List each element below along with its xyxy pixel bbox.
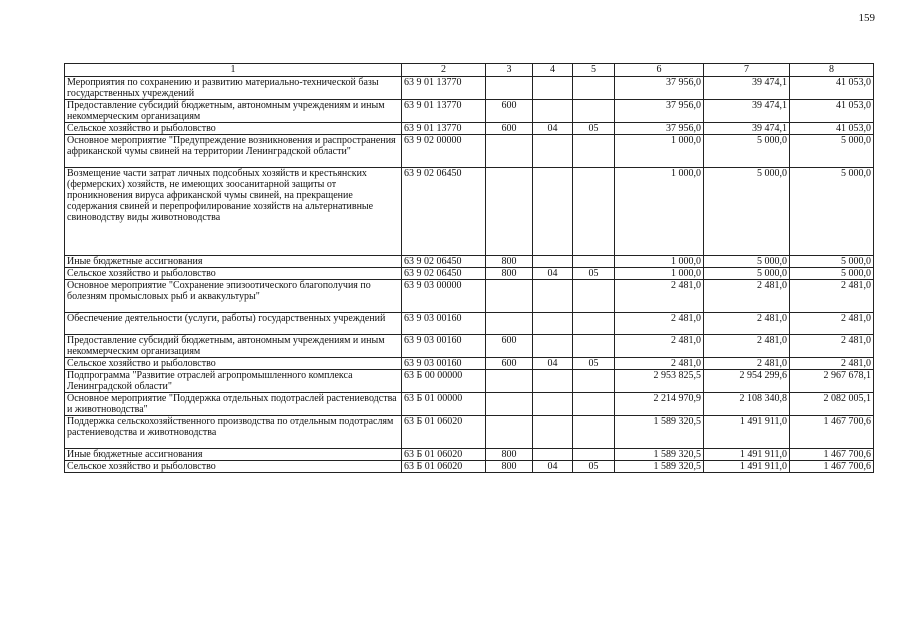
name-cell: Возмещение части затрат личных подсобных хозяйств и крестьянских (фермерских) хозяйств, не имеющих зоосанитарной защиты от проникновения вируса африканской чумы свиней, на прекращение содержания свиней и перепрофилирование хозяйств на альтернативные свиноводству виды животноводства bbox=[65, 168, 402, 256]
type-cell bbox=[486, 77, 533, 100]
subsection-cell bbox=[573, 335, 615, 358]
amount-col8-cell: 2 481,0 bbox=[790, 358, 874, 370]
amount-col6-cell: 2 481,0 bbox=[615, 335, 704, 358]
subsection-cell bbox=[573, 77, 615, 100]
amount-col6-cell: 1 000,0 bbox=[615, 268, 704, 280]
section-cell bbox=[533, 449, 573, 461]
type-cell bbox=[486, 280, 533, 313]
type-cell bbox=[486, 416, 533, 449]
table-row bbox=[65, 77, 874, 100]
type-cell: 800 bbox=[486, 256, 533, 268]
section-cell bbox=[533, 77, 573, 100]
name-cell: Предоставление субсидий бюджетным, автономным учреждениям и иным некоммерческим организациям bbox=[65, 100, 402, 123]
amount-col6-cell: 1 000,0 bbox=[615, 256, 704, 268]
name-cell: Сельское хозяйство и рыболовство bbox=[65, 123, 402, 135]
section-cell: 04 bbox=[533, 268, 573, 280]
amount-col7-cell: 1 491 911,0 bbox=[704, 449, 790, 461]
amount-col8-cell: 1 467 700,6 bbox=[790, 416, 874, 449]
amount-col6-cell: 1 000,0 bbox=[615, 135, 704, 168]
code-cell: 63 9 01 13770 bbox=[402, 123, 486, 135]
amount-col7-cell: 2 481,0 bbox=[704, 280, 790, 313]
table-row bbox=[65, 416, 874, 449]
name-cell: Иные бюджетные ассигнования bbox=[65, 256, 402, 268]
amount-col6-cell: 2 481,0 bbox=[615, 358, 704, 370]
amount-col8-cell: 41 053,0 bbox=[790, 123, 874, 135]
amount-col6-cell: 1 000,0 bbox=[615, 168, 704, 256]
type-cell: 800 bbox=[486, 449, 533, 461]
subsection-cell bbox=[573, 313, 615, 335]
subsection-cell bbox=[573, 168, 615, 256]
table-row bbox=[65, 335, 874, 358]
amount-col6-cell: 2 953 825,5 bbox=[615, 370, 704, 393]
amount-col8-cell: 2 481,0 bbox=[790, 335, 874, 358]
amount-col8-cell: 2 481,0 bbox=[790, 280, 874, 313]
section-cell: 04 bbox=[533, 461, 573, 473]
name-cell: Мероприятия по сохранению и развитию материально-технической базы государственных учреждений bbox=[65, 77, 402, 100]
code-cell: 63 9 03 00160 bbox=[402, 358, 486, 370]
subsection-cell bbox=[573, 256, 615, 268]
header-cell: 1 bbox=[65, 64, 402, 77]
table-row bbox=[65, 268, 874, 280]
amount-col6-cell: 1 589 320,5 bbox=[615, 461, 704, 473]
name-cell: Предоставление субсидий бюджетным, автономным учреждениям и иным некоммерческим организациям bbox=[65, 335, 402, 358]
name-cell: Сельское хозяйство и рыболовство bbox=[65, 268, 402, 280]
amount-col7-cell: 2 108 340,8 bbox=[704, 393, 790, 416]
amount-col8-cell: 5 000,0 bbox=[790, 168, 874, 256]
amount-col7-cell: 1 491 911,0 bbox=[704, 416, 790, 449]
amount-col8-cell: 1 467 700,6 bbox=[790, 449, 874, 461]
type-cell: 800 bbox=[486, 268, 533, 280]
subsection-cell bbox=[573, 280, 615, 313]
subsection-cell: 05 bbox=[573, 123, 615, 135]
type-cell: 600 bbox=[486, 100, 533, 123]
header-cell: 5 bbox=[573, 64, 615, 77]
code-cell: 63 9 03 00000 bbox=[402, 280, 486, 313]
amount-col6-cell: 2 214 970,9 bbox=[615, 393, 704, 416]
table-row bbox=[65, 370, 874, 393]
type-cell: 800 bbox=[486, 461, 533, 473]
type-cell bbox=[486, 135, 533, 168]
table-row bbox=[65, 313, 874, 335]
name-cell: Сельское хозяйство и рыболовство bbox=[65, 358, 402, 370]
name-cell: Основное мероприятие "Поддержка отдельных подотраслей растениеводства и животноводства" bbox=[65, 393, 402, 416]
code-cell: 63 Б 01 06020 bbox=[402, 461, 486, 473]
section-cell bbox=[533, 416, 573, 449]
header-cell: 3 bbox=[486, 64, 533, 77]
table-row bbox=[65, 123, 874, 135]
amount-col6-cell: 37 956,0 bbox=[615, 123, 704, 135]
subsection-cell bbox=[573, 416, 615, 449]
amount-col8-cell: 2 481,0 bbox=[790, 313, 874, 335]
table-row bbox=[65, 358, 874, 370]
section-cell bbox=[533, 100, 573, 123]
subsection-cell bbox=[573, 135, 615, 168]
table-row bbox=[65, 100, 874, 123]
amount-col7-cell: 39 474,1 bbox=[704, 77, 790, 100]
name-cell: Сельское хозяйство и рыболовство bbox=[65, 461, 402, 473]
table-row bbox=[65, 461, 874, 473]
header-cell: 8 bbox=[790, 64, 874, 77]
amount-col6-cell: 1 589 320,5 bbox=[615, 449, 704, 461]
amount-col7-cell: 5 000,0 bbox=[704, 168, 790, 256]
amount-col8-cell: 2 967 678,1 bbox=[790, 370, 874, 393]
amount-col8-cell: 1 467 700,6 bbox=[790, 461, 874, 473]
subsection-cell bbox=[573, 100, 615, 123]
section-cell bbox=[533, 393, 573, 416]
section-cell: 04 bbox=[533, 358, 573, 370]
code-cell: 63 9 02 06450 bbox=[402, 268, 486, 280]
amount-col7-cell: 5 000,0 bbox=[704, 256, 790, 268]
code-cell: 63 9 01 13770 bbox=[402, 100, 486, 123]
name-cell: Поддержка сельскохозяйственного производства по отдельным подотраслям растениеводства и животноводства bbox=[65, 416, 402, 449]
code-cell: 63 9 02 00000 bbox=[402, 135, 486, 168]
code-cell: 63 9 03 00160 bbox=[402, 335, 486, 358]
amount-col7-cell: 2 954 299,6 bbox=[704, 370, 790, 393]
amount-col8-cell: 41 053,0 bbox=[790, 77, 874, 100]
code-cell: 63 Б 01 00000 bbox=[402, 393, 486, 416]
table-row bbox=[65, 256, 874, 268]
amount-col6-cell: 1 589 320,5 bbox=[615, 416, 704, 449]
type-cell: 600 bbox=[486, 123, 533, 135]
amount-col7-cell: 39 474,1 bbox=[704, 100, 790, 123]
section-cell bbox=[533, 370, 573, 393]
amount-col7-cell: 39 474,1 bbox=[704, 123, 790, 135]
header-cell: 4 bbox=[533, 64, 573, 77]
amount-col7-cell: 2 481,0 bbox=[704, 358, 790, 370]
table-row bbox=[65, 135, 874, 168]
code-cell: 63 9 02 06450 bbox=[402, 256, 486, 268]
name-cell: Обеспечение деятельности (услуги, работы) государственных учреждений bbox=[65, 313, 402, 335]
name-cell: Основное мероприятие "Сохранение эпизоотического благополучия по болезням промысловых рыб и аквакультуры" bbox=[65, 280, 402, 313]
code-cell: 63 Б 01 06020 bbox=[402, 449, 486, 461]
header-cell: 2 bbox=[402, 64, 486, 77]
type-cell bbox=[486, 168, 533, 256]
section-cell bbox=[533, 313, 573, 335]
section-cell bbox=[533, 335, 573, 358]
amount-col7-cell: 5 000,0 bbox=[704, 135, 790, 168]
amount-col6-cell: 2 481,0 bbox=[615, 313, 704, 335]
type-cell: 600 bbox=[486, 358, 533, 370]
amount-col8-cell: 5 000,0 bbox=[790, 256, 874, 268]
subsection-cell bbox=[573, 449, 615, 461]
header-row bbox=[65, 64, 874, 77]
subsection-cell bbox=[573, 370, 615, 393]
page-number: 159 bbox=[858, 12, 875, 24]
type-cell: 600 bbox=[486, 335, 533, 358]
section-cell bbox=[533, 135, 573, 168]
amount-col8-cell: 5 000,0 bbox=[790, 135, 874, 168]
amount-col7-cell: 2 481,0 bbox=[704, 335, 790, 358]
header-cell: 6 bbox=[615, 64, 704, 77]
amount-col8-cell: 5 000,0 bbox=[790, 268, 874, 280]
table-row bbox=[65, 168, 874, 256]
code-cell: 63 9 01 13770 bbox=[402, 77, 486, 100]
amount-col7-cell: 5 000,0 bbox=[704, 268, 790, 280]
amount-col7-cell: 1 491 911,0 bbox=[704, 461, 790, 473]
budget-table bbox=[64, 63, 874, 473]
table-row bbox=[65, 393, 874, 416]
type-cell bbox=[486, 393, 533, 416]
type-cell bbox=[486, 370, 533, 393]
code-cell: 63 Б 01 06020 bbox=[402, 416, 486, 449]
amount-col6-cell: 37 956,0 bbox=[615, 100, 704, 123]
code-cell: 63 9 03 00160 bbox=[402, 313, 486, 335]
name-cell: Иные бюджетные ассигнования bbox=[65, 449, 402, 461]
subsection-cell: 05 bbox=[573, 461, 615, 473]
header-cell: 7 bbox=[704, 64, 790, 77]
amount-col8-cell: 2 082 005,1 bbox=[790, 393, 874, 416]
subsection-cell bbox=[573, 393, 615, 416]
subsection-cell: 05 bbox=[573, 358, 615, 370]
table-row bbox=[65, 449, 874, 461]
section-cell bbox=[533, 280, 573, 313]
amount-col6-cell: 2 481,0 bbox=[615, 280, 704, 313]
code-cell: 63 9 02 06450 bbox=[402, 168, 486, 256]
subsection-cell: 05 bbox=[573, 268, 615, 280]
code-cell: 63 Б 00 00000 bbox=[402, 370, 486, 393]
type-cell bbox=[486, 313, 533, 335]
name-cell: Подпрограмма "Развитие отраслей агропромышленного комплекса Ленинградской области" bbox=[65, 370, 402, 393]
section-cell bbox=[533, 256, 573, 268]
name-cell: Основное мероприятие "Предупреждение возникновения и распространения африканской чумы свиней на территории Ленинградской области" bbox=[65, 135, 402, 168]
amount-col6-cell: 37 956,0 bbox=[615, 77, 704, 100]
table-row bbox=[65, 280, 874, 313]
amount-col7-cell: 2 481,0 bbox=[704, 313, 790, 335]
amount-col8-cell: 41 053,0 bbox=[790, 100, 874, 123]
section-cell bbox=[533, 168, 573, 256]
section-cell: 04 bbox=[533, 123, 573, 135]
